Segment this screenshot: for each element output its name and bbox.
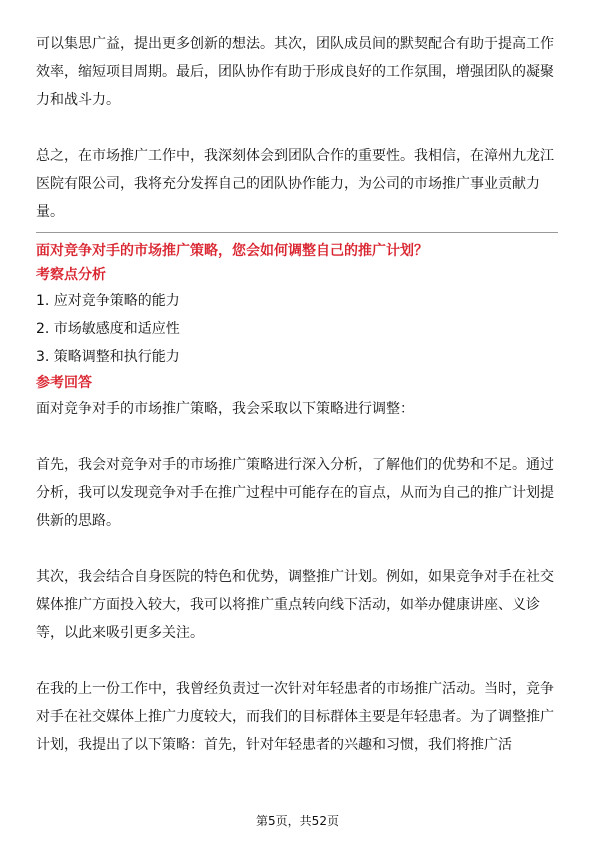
analysis-item: 3. 策略调整和执行能力	[36, 349, 180, 365]
analysis-item: 2. 市场敏感度和适应性	[36, 321, 180, 337]
answer-title: 参考回答	[36, 375, 92, 391]
document-page	[36, 30, 558, 759]
analysis-title: 考察点分析	[36, 267, 106, 283]
page-number-footer: 第5页，共52页	[256, 814, 339, 828]
interview-question: 面对竞争对手的市场推广策略，您会如何调整自己的推广计划？	[36, 243, 428, 259]
answer-paragraph-second: 其次，我会结合自身医院的特色和优势，调整推广计划。例如，如果竞争对手在社交媒体推广方面投入较大，我可以将推广重点转向线下活动，如举办健康讲座、义诊等，以此来吸引更多关注。	[36, 569, 554, 641]
section-divider	[36, 232, 558, 233]
answer-paragraph-first: 首先，我会对竞争对手的市场推广策略进行深入分析，了解他们的优势和不足。通过分析，我可以发现竞争对手在推广过程中可能存在的盲点，从而为自己的推广计划提供新的思路。	[36, 457, 554, 529]
paragraph-gap	[36, 647, 558, 675]
paragraph-gap	[36, 535, 558, 563]
analysis-item: 1. 应对竞争策略的能力	[36, 293, 180, 309]
paragraph-gap	[36, 114, 558, 142]
paragraph-teamwork-benefits: 可以集思广益，提出更多创新的想法。其次，团队成员间的默契配合有助于提高工作效率，缩短项目周期。最后，团队协作有助于形成良好的工作氛围，增强团队的凝聚力和战斗力。	[36, 36, 554, 108]
paragraph-summary: 总之，在市场推广工作中，我深刻体会到团队合作的重要性。我相信，在漳州九龙江医院有限公司，我将充分发挥自己的团队协作能力，为公司的市场推广事业贡献力量。	[36, 148, 554, 220]
answer-intro: 面对竞争对手的市场推广策略，我会采取以下策略进行调整：	[36, 401, 414, 417]
paragraph-gap	[36, 423, 558, 451]
answer-paragraph-third: 在我的上一份工作中，我曾经负责过一次针对年轻患者的市场推广活动。当时，竞争对手在社交媒体上推广力度较大，而我们的目标群体主要是年轻患者。为了调整推广计划，我提出了以下策略：首先，针对年轻患者的兴趣和习惯，我们将推广活	[36, 681, 554, 753]
